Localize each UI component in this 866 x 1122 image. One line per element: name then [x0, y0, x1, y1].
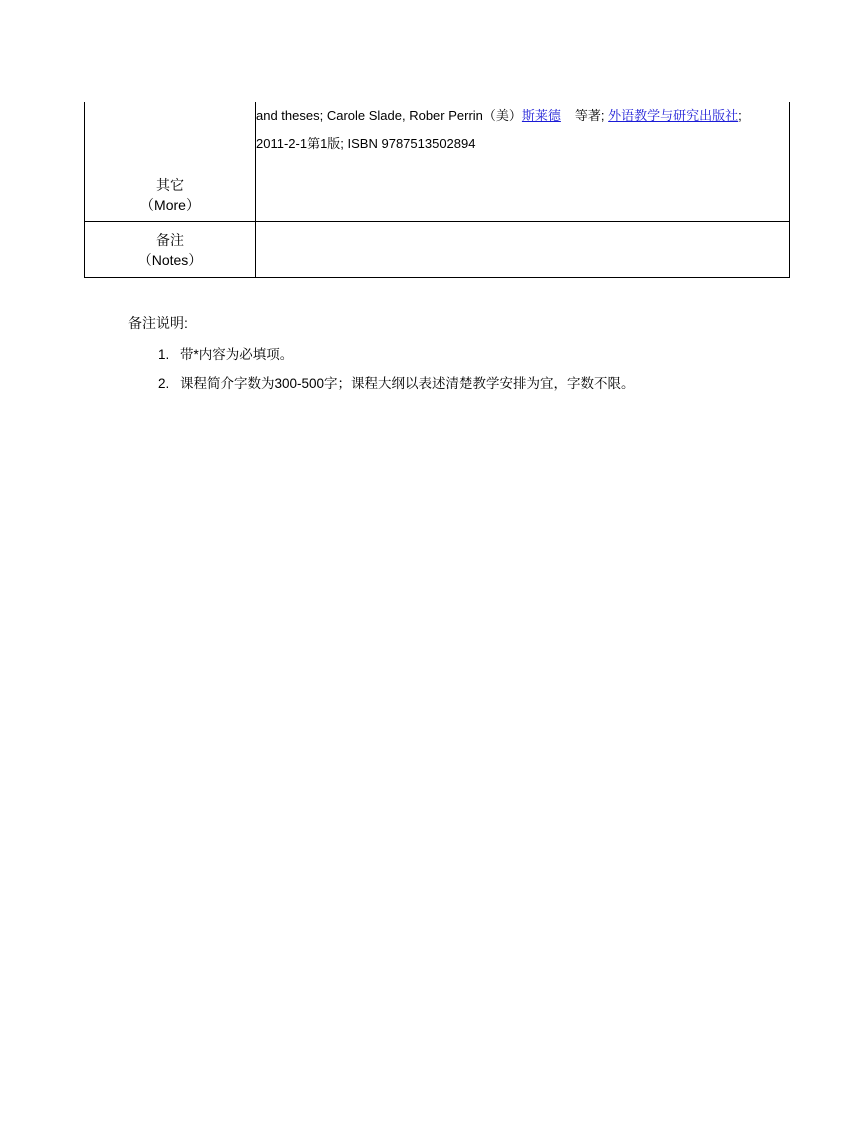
list-item-number: 2.	[158, 376, 170, 391]
remarks-title: 备注说明:	[128, 315, 188, 331]
reference-mid-text: 等著;	[574, 108, 609, 123]
list-item	[158, 369, 635, 398]
more-content-cell	[256, 102, 790, 222]
table-row-more	[85, 102, 790, 222]
notes-label-cn: 备注	[156, 231, 184, 248]
table-row-notes	[85, 222, 790, 278]
list-item-text: 带*内容为必填项。	[180, 347, 294, 362]
notes-label-cell	[85, 222, 256, 278]
list-item	[158, 340, 635, 369]
course-info-table	[84, 102, 790, 278]
notes-label-en: （Notes）	[137, 251, 203, 268]
remarks-list	[158, 340, 635, 398]
notes-content-cell	[256, 222, 790, 278]
reference-line-1	[256, 102, 789, 130]
reference-line-2: 2011-2-1第1版; ISBN 9787513502894	[256, 136, 476, 151]
publisher-link[interactable]: 外语教学与研究出版社	[608, 108, 739, 123]
more-label-en: （More）	[140, 197, 200, 213]
reference-end-text: ;	[738, 108, 742, 123]
reference-text: and theses; Carole Slade, Rober Perrin（美）	[256, 108, 522, 123]
author-link[interactable]: 斯莱德	[521, 108, 561, 123]
more-label-cell	[85, 102, 256, 222]
list-item-number: 1.	[158, 347, 170, 362]
more-label-cn: 其它	[156, 177, 184, 193]
list-item-text: 课程简介字数为300-500字；课程大纲以表述清楚教学安排为宜，字数不限。	[180, 376, 635, 391]
